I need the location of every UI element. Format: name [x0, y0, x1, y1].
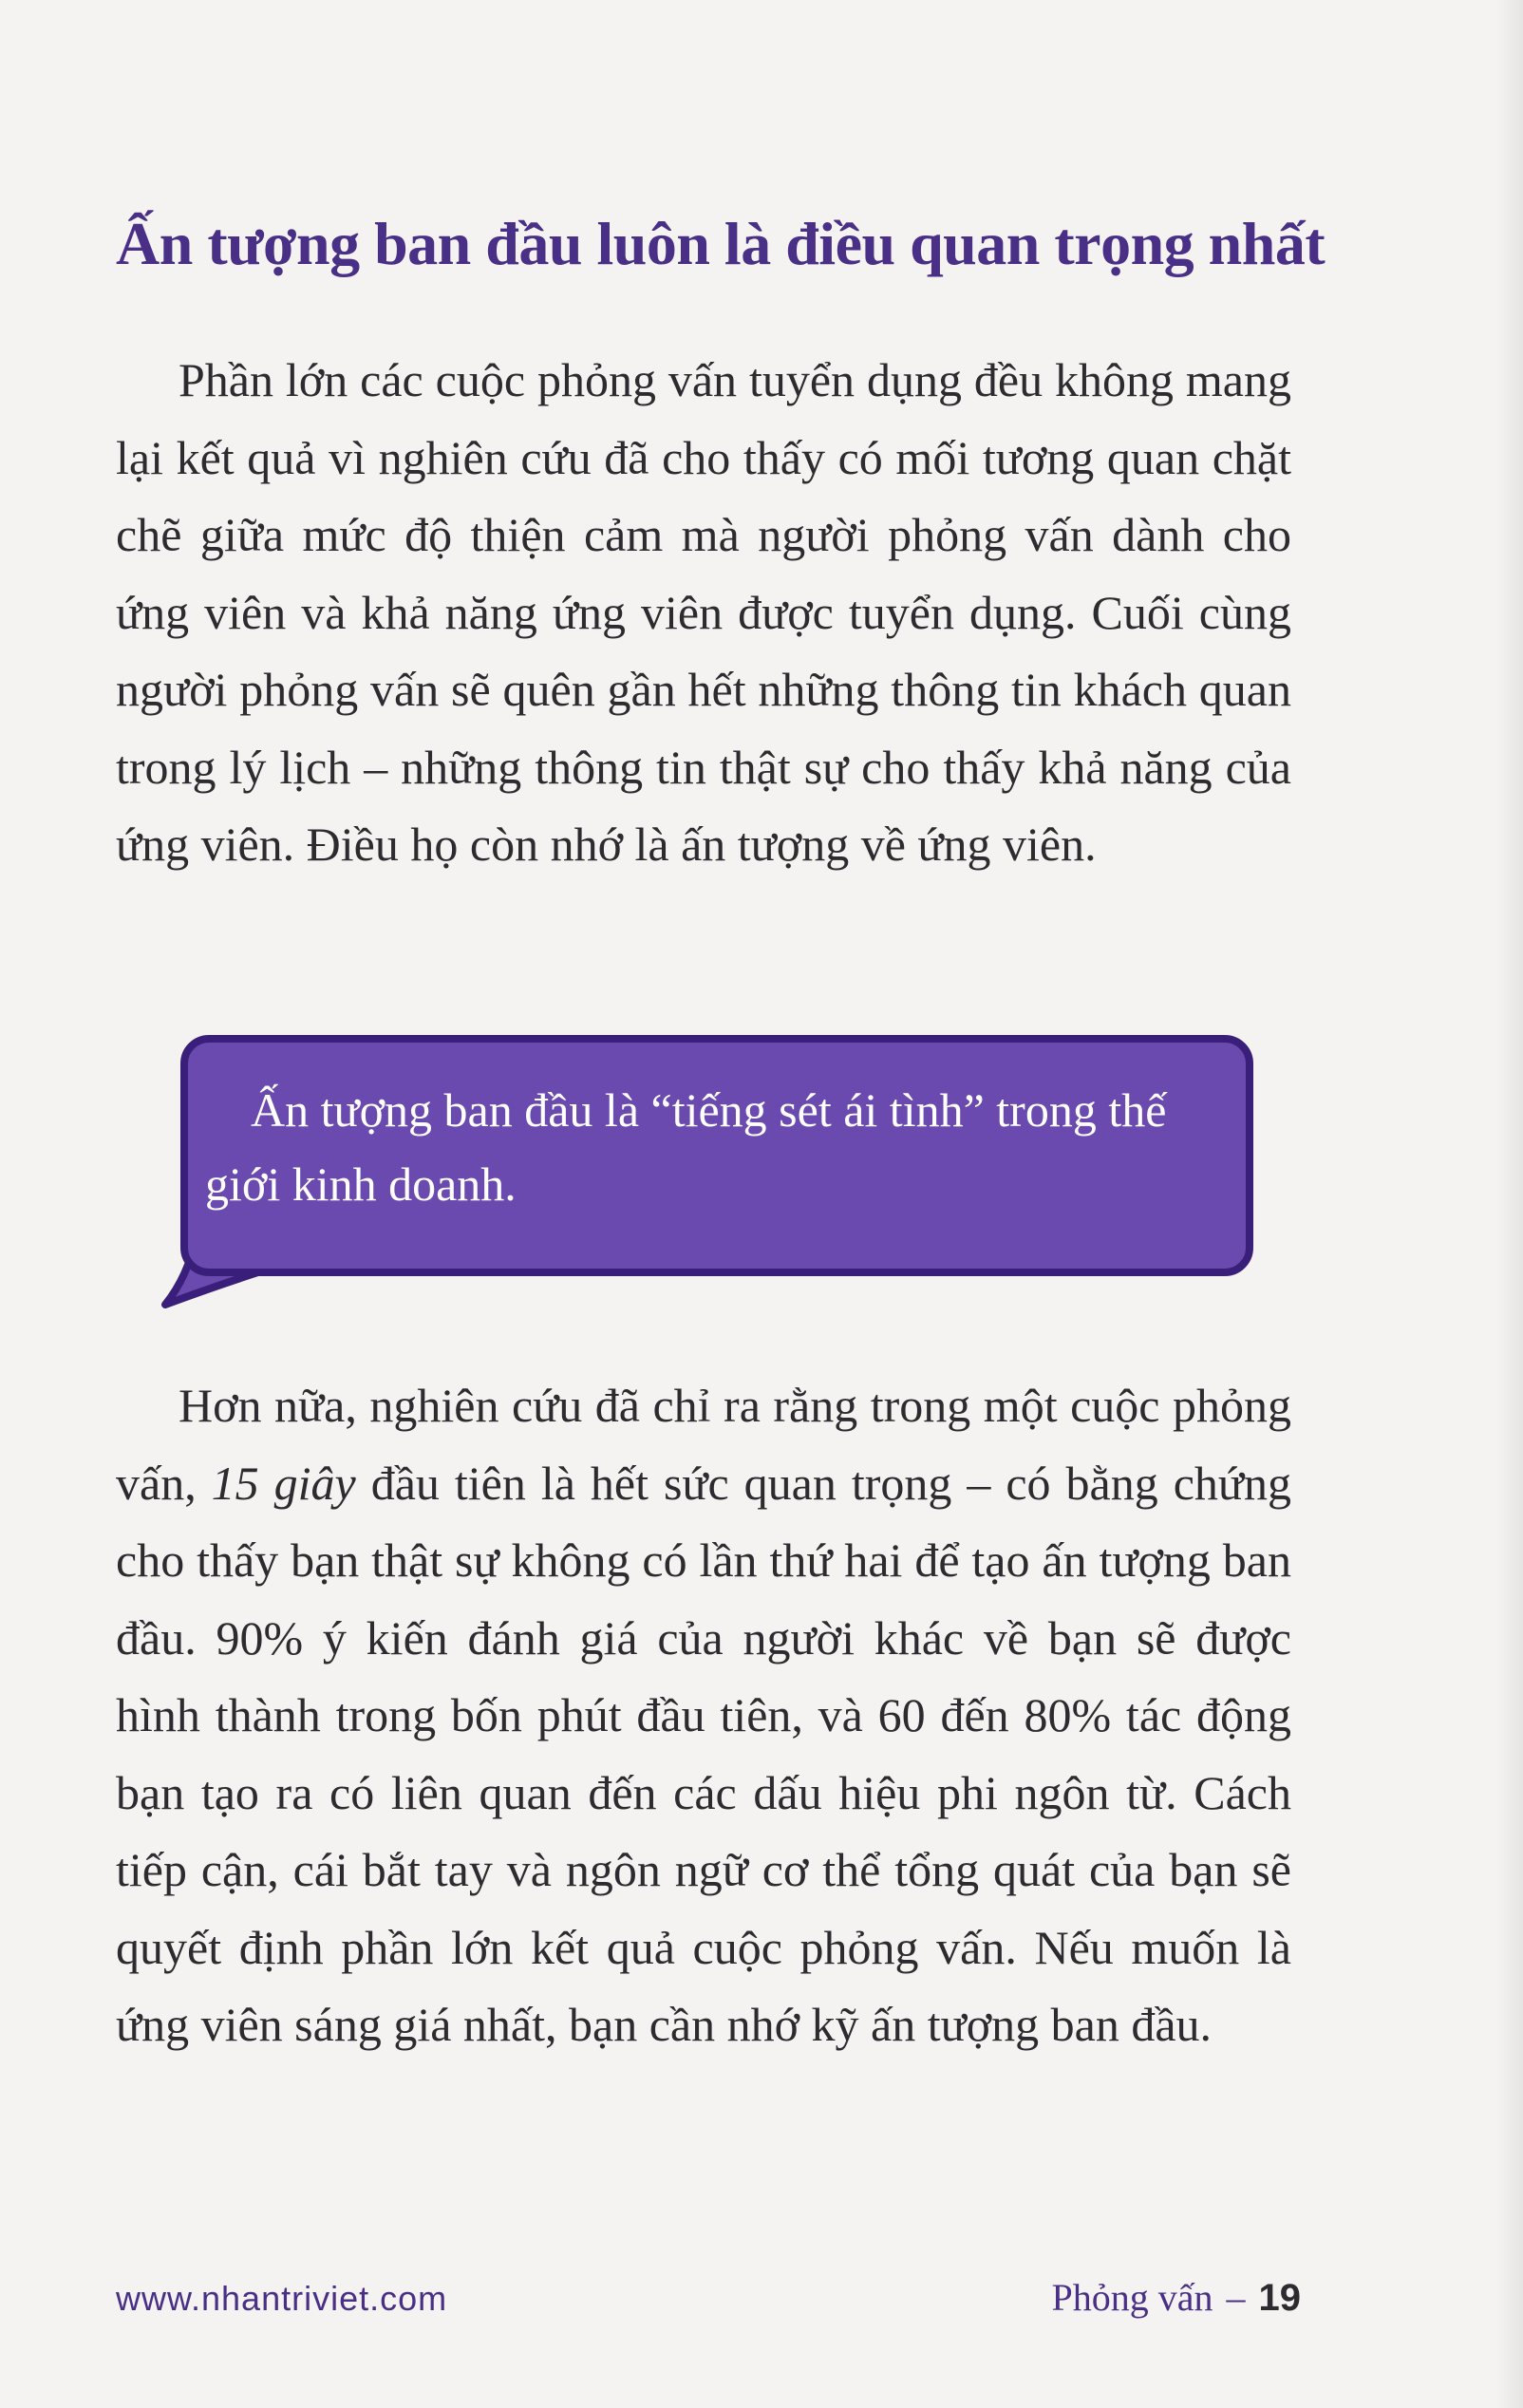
- page-edge-shadow: [1496, 0, 1523, 2408]
- callout-quote-text: Ấn tượng ban đầu là “tiếng sét ái tình” trong thế giới kinh doanh.: [205, 1083, 1167, 1211]
- page-number: 19: [1258, 2277, 1301, 2319]
- callout-quote: [205, 1073, 1193, 1221]
- footer-section-title: Phỏng vấn: [1051, 2276, 1213, 2319]
- paragraph-2-emphasis: 15 giây: [211, 1456, 356, 1510]
- paragraph-1-text: Phần lớn các cuộc phỏng vấn tuyển dụng đều không mang lại kết quả vì nghiên cứu đã cho thấy có mối tương quan chặt chẽ giữa mức độ thiện cảm mà người phỏng vấn dành cho ứng viên và khả năng ứng viên được tuyển dụng. Cuối cùng người phỏng vấn sẽ quên gần hết những thông tin khách quan trong lý lịch – những thông tin thật sự cho thấy khả năng của ứng viên. Điều họ còn nhớ là ấn tượng về ứng viên.: [116, 353, 1291, 871]
- footer-separator: –: [1226, 2276, 1246, 2319]
- paragraph-1: [116, 342, 1291, 884]
- footer-website: www.nhantriviet.com: [116, 2279, 448, 2318]
- paragraph-2-text-end: đầu tiên là hết sức quan trọng – có bằng chứng cho thấy bạn thật sự không có lần thứ hai để tạo ấn tượng ban đầu. 90% ý kiến đánh giá của người khác về bạn sẽ được hình thành trong bốn phút đầu tiên, và 60 đến 80% tác động bạn tạo ra có liên quan đến các dấu hiệu phi ngôn từ. Cách tiếp cận, cái bắt tay và ngôn ngữ cơ thể tổng quát của bạn sẽ quyết định phần lớn kết quả cuộc phỏng vấn. Nếu muốn là ứng viên sáng giá nhất, bạn cần nhớ kỹ ấn tượng ban đầu.: [116, 1456, 1291, 2051]
- quote-callout: [160, 1035, 1255, 1301]
- paragraph-2: [116, 1367, 1291, 2064]
- section-heading: Ấn tượng ban đầu luôn là điều quan trọng nhất: [116, 210, 1326, 277]
- paragraph-2-text-start: Hơn nữa, nghiên cứu đã chỉ ra rằng trong một cuộc phỏng vấn,: [116, 1379, 1291, 1510]
- footer-running-head: [1052, 2271, 1302, 2324]
